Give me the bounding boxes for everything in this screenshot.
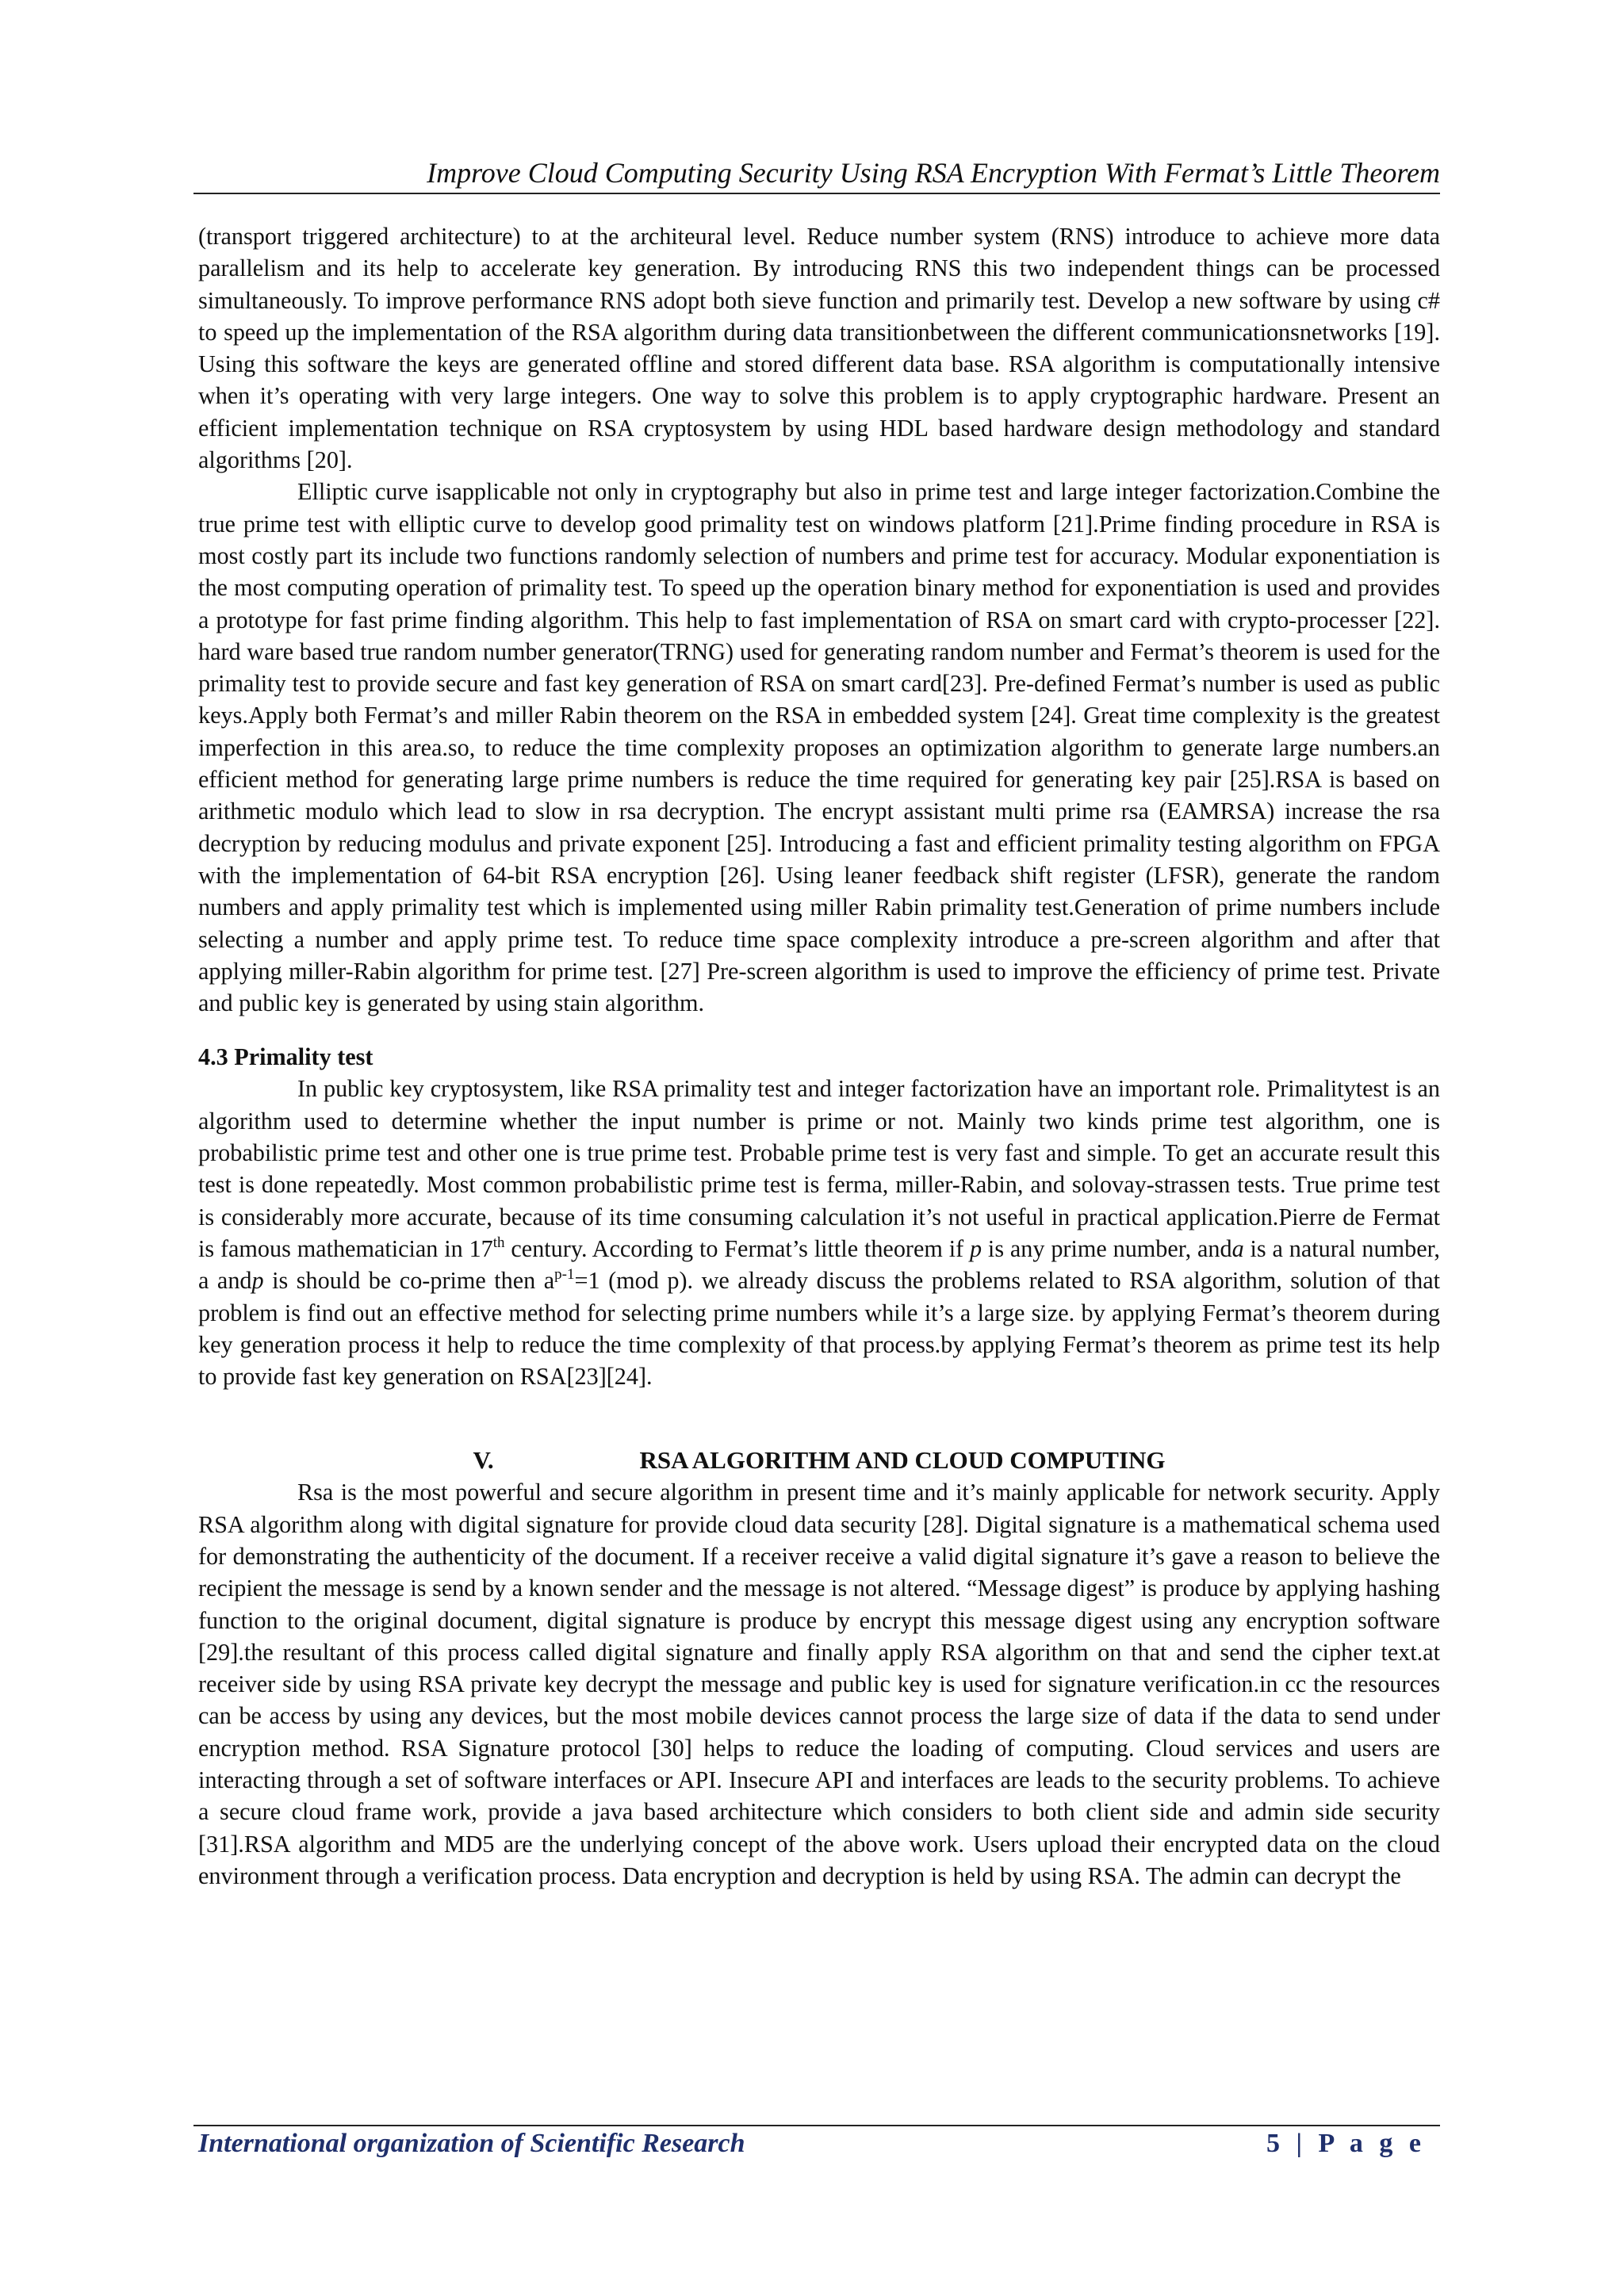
paragraph-elliptic-curve: Elliptic curve isapplicable not only in cryptography but also in prime test and large integer factorization.Combine the true prime test with elliptic curve to develop good primality test on windows platform [21].Prime finding procedure in RSA is most costly part its include two functions randomly selection of numbers and prime test for accuracy. Modular exponentiation is the most computing operation of primality test. To speed up the operation binary method for exponentiation is used and provides a prototype for fast prime finding algorithm. This help to fast implementation of RSA on smart card with crypto-processer [22]. hard ware based true random number generator(TRNG) used for generating random number and Fermat’s theorem is used for the primality test to provide secure and fast key generation of RSA on smart card[23]. Pre-defined Fermat’s number is used as public keys.Apply both Fermat’s and miller Rabin theorem on the RSA in embedded system [24]. Great time complexity is the greatest imperfection in this area.so, to reduce the time complexity proposes an optimization algorithm to generate large numbers.an efficient method for generating large prime numbers is reduce the time required for generating key pair [25].RSA is based on arithmetic modulo which lead to slow in rsa decryption. The encrypt assistant multi prime rsa (EAMRSA) increase the rsa decryption by reducing modulus and private exponent [25]. Introducing a fast and efficient primality testing algorithm on FPGA with the implementation of 64-bit RSA encryption [26]. Using leaner feedback shift register (LFSR), generate the random numbers and apply primality test which is implemented using miller Rabin primality test.Generation of prime numbers include selecting a number and apply prime test. To reduce time space complexity introduce a pre-screen algorithm and after that applying miller-Rabin algorithm for prime test. [27] Pre-screen algorithm is used to improve the efficiency of prime test. Private and public key is generated by using stain algorithm.: [198, 478, 1440, 1017]
paragraph-rsa-cloud: Rsa is the most powerful and secure algorithm in present time and it’s mainly applicable for network security. Apply RSA algorithm along with digital signature for provide cloud data security [28]. Digital signature is a mathematical schema used for demonstrating the authenticity of the document. If a receiver receive a valid digital signature it’s gave a reason to believe the recipient the message is send by a known sender and the message is not altered. “Message digest” is produce by applying hashing function to the original document, digital signature is produce by encrypt this message digest using any encryption software [29].the resultant of this process called digital signature and finally apply RSA algorithm on that and send the cipher text.at receiver side by using RSA private key decrypt the message and public key is used for signature verification.in cc the resources can be access by using any devices, but the most mobile devices cannot process the large size of data if the data to send under encryption method. RSA Signature protocol [30] helps to reduce the loading of computing. Cloud services and users are interacting through a set of software interfaces or API. Insecure API and interfaces are leads to the security problems. To achieve a secure cloud frame work, provide a java based architecture which considers to both client side and admin side security [31].RSA algorithm and MD5 are the underlying concept of the above work. Users upload their encrypted data on the cloud environment through a verification process. Data encryption and decryption is held by using RSA. The admin can decrypt the: [198, 1479, 1440, 1889]
variable-a: a: [1231, 1234, 1244, 1262]
text-segment: is any prime number, and: [982, 1234, 1232, 1262]
paragraph-rsa-hardware: (transport triggered architecture) to at the architeural level. Reduce number system (RNS) introduce to achieve more data parallelism and its help to accelerate key generation. By introducing RNS this two independent things can be processed simultaneously. To improve performance RNS adopt both sieve function and primarily test. Develop a new software by using c# to speed up the implementation of the RSA algorithm during data transitionbetween the different communicationsnetworks [19]. Using this software the keys are generated offline and stored different data base. RSA algorithm is computationally intensive when it’s operating with very large integers. One way to solve this problem is to apply cryptographic hardware. Present an efficient implementation technique on RSA cryptosystem by using HDL based hardware design methodology and standard algorithms [20].: [198, 223, 1440, 474]
footer-page-number: 5 | P a g e: [1266, 2129, 1426, 2158]
superscript-th: th: [492, 1234, 505, 1251]
text-segment: =1 (mod p). we already discuss the problems related to RSA algorithm, solution of that problem is find out an effective method for selecting prime numbers while it’s a large size. by applying Fermat’s theorem during key generation process it help to reduce the time complexity of that process.by applying Fermat’s theorem as prime test its help to provide fast key generation on RSA[23][24].: [198, 1267, 1440, 1391]
section-title: RSA ALGORITHM AND CLOUD COMPUTING: [639, 1446, 1166, 1475]
footer-organization: International organization of Scientific Research: [198, 2129, 745, 2158]
section-number: V.: [473, 1446, 494, 1475]
header-rule: [193, 193, 1440, 194]
superscript-exponent: p-1: [554, 1266, 575, 1284]
text-segment: is should be co-prime then a: [263, 1267, 555, 1295]
section-heading: [198, 1445, 1440, 1476]
article-body: [198, 220, 1440, 1892]
text-segment: is a natural number, a and: [198, 1234, 1440, 1295]
subsection-heading-primality-test: 4.3 Primality test: [198, 1043, 373, 1071]
paragraph-primality-test: [198, 1073, 1440, 1392]
text-segment: century. According to Fermat’s little theorem if: [504, 1234, 970, 1262]
variable-p: p: [251, 1267, 264, 1295]
text-segment: In public key cryptosystem, like RSA primality test and integer factorization have an important role. Primalitytest is an algorithm used to determine whether the input number is prime or not. Mainly two kinds prime test algorithm, one is probabilistic prime test and other one is true prime test. Probable prime test is very fast and simple. To get an accurate result this test is done repeatedly. Most common probabilistic prime test is ferma, miller-Rabin, and solovay-strassen tests. True prime test is considerably more accurate, because of its time consuming calculation it’s not useful in practical application.Pierre de Fermat is famous mathematician in 17: [198, 1075, 1440, 1262]
running-header: Improve Cloud Computing Security Using RSA Encryption With Fermat’s Little Theorem: [427, 157, 1440, 189]
variable-p: p: [969, 1234, 982, 1262]
